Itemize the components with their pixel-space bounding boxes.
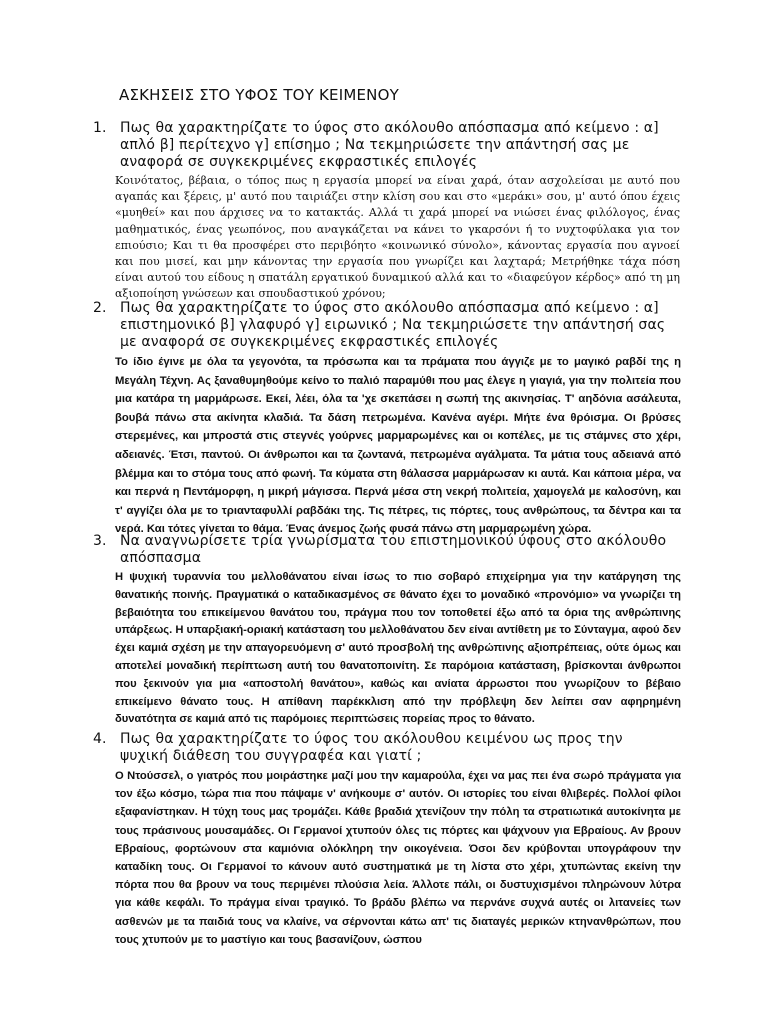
exercise-question-text: Πως θα χαρακτηρίζατε το ύφος του ακόλουθου κειμένου ως προς την ψυχική διάθεση του συγγραφέα και γιατί ; bbox=[120, 731, 623, 764]
exercise-2 bbox=[93, 300, 681, 539]
exercise-number: 4. bbox=[93, 731, 107, 747]
exercise-4 bbox=[93, 731, 681, 949]
exercise-3 bbox=[93, 533, 681, 729]
exercise-passage: Κοινότατος, βέβαια, ο τόπος πως η εργασία μπορεί να είναι χαρά, όταν ασχολείσαι με αυτό που αγαπάς και ξέρεις, μ' αυτό που ταιριάζει στην κλίση σου και στο «μεράκι» σου, μ' αυτό όπου έχεις «μυηθεί» και που άρχισες να το κατακτάς. Αλλά τι χαρά μπορεί να νιώσει ένας φιλόλογος, ένας μαθηματικός, ένας γεωπόνος, που αναγκάζεται να κάνει το γκαρσόνι ή το νυχτοφύλακα για τον επιούσιο; Και τι θα προσφέρει στο περιβόητο «κοινωνικό σύνολο», κάνοντας εργασία που αγνοεί και που μισεί, και μην κάνοντας την εργασία που γνωρίζει και λαχταρά; Μετρήθηκε τάχα πόση είναι αυτού του είδους η σπατάλη εργατικού δυναμικού αλλά και το «διαφεύγον κέρδος» από τη μη αξιοποίηση γνώσεων και σπουδαστικού χρόνου; bbox=[115, 174, 680, 301]
exercise-number: 3. bbox=[93, 533, 107, 549]
document-title: ΑΣΚΗΣΕΙΣ ΣΤΟ ΥΦΟΣ ΤΟΥ ΚΕΙΜΕΝΟΥ bbox=[119, 86, 399, 104]
exercise-question bbox=[93, 120, 673, 171]
exercise-1 bbox=[93, 120, 680, 303]
exercise-question-text: Πως θα χαρακτηρίζατε το ύφος στο ακόλουθο απόσπασμα από κείμενο : α] απλό β] περίτεχνο γ] επίσημο ; Να τεκμηριώσετε την απάντησή σας με αναφορά σε συγκεκριμένες εκφραστικές επιλογές bbox=[120, 120, 659, 170]
exercise-question-text: Πως θα χαρακτηρίζατε το ύφος στο ακόλουθο απόσπασμα από κείμενο : α] επιστημονικό β] γλαφυρό γ] ειρωνικό ; Να τεκμηριώσετε την απάντησή σας με αναφορά σε συγκεκριμένες εκφραστικές επιλογές bbox=[120, 300, 666, 350]
exercise-passage: Η ψυχική τυραννία του μελλοθάνατου είναι ίσως το πιο σοβαρό επιχείρημα για την κατάργηση της θανατικής ποινής. Πραγματικά ο καταδικασμένος σε θάνατο έχει το μοναδικό «προνόμιο» να γνωρίζει τη βεβαιότητα του επικείμενου θανάτου του, πράγμα που τον τοποθετεί έξω από τα όρια της ανθρώπινης υπάρξεως. Η υπαρξιακή-οριακή κατάσταση του μελλοθάνατου δεν είναι αντίθετη με το Σύνταγμα, αφού δεν έχει καμιά σχέση με την απαγορευόμενη σ' αυτό προσβολή της ανθρώπινης αξιοπρέπειας, ούτε όμως και αποτελεί μοναδική περίπτωση αυτή του θανατοποινίτη. Σε παρόμοια κατάσταση, βρίσκονται άνθρωποι που ξεκινούν για μια «αποστολή θανάτου», καθώς και ανίατα άρρωστοι που γνωρίζουν το βέβαιο επικείμενο θάνατο τους. Η απίθανη παρέκκλιση από την πρόβλεψη δεν λείπει σαν αφηρημένη δυνατότητα σε καμιά από τις παρόμοιες περιπτώσεις πορείας προς το θάνατο. bbox=[115, 571, 681, 726]
exercise-question bbox=[93, 731, 673, 765]
exercise-passage: Το ίδιο έγινε με όλα τα γεγονότα, τα πρόσωπα και τα πράματα που άγγιζε με το μαγικό ραβδί της η Μεγάλη Τέχνη. Ας ξαναθυμηθούμε κείνο το παλιό παραμύθι που μας έλεγε η γιαγιά, για την πολιτεία που μια κατάρα τη μαρμάρωσε. Εκεί, λέει, όλα τα 'χε σκεπάσει η σωπή της ακινησίας. Τ' αηδόνια ασάλευτα, βουβά πάνω στα ακίνητα κλαδιά. Τα δάση πετρωμένα. Κανένα αγέρι. Μήτε ένα θρόισμα. Οι βρύσες στερεμένες, και μπροστά στις στεγνές γούρνες μαρμαρωμένες και οι κοπέλες, με τις στάμνες στο χέρι, αδειανές. Έτσι, παντού. Οι άνθρωποι και τα ζωντανά, πετρωμένα αγάλματα. Τα μάτια τους αδειανά από βλέμμα και το στόμα τους από φωνή. Τα κύματα στη θάλασσα μαρμάρωσαν κι αυτά. Και κάποια μέρα, να και περνά η Πεντάμορφη, η μικρή μάγισσα. Περνά μέσα στη νεκρή πολιτεία, χαμογελά με καλοσύνη, και τ' αγγίζει όλα με το τριανταφυλλί ραβδάκι της. Τις πέτρες, τις πόρτες, τους ανθρώπους, τα δέντρα και τα νερά. Και τότες γίνεται το θάμα. Ένας άνεμος ζωής φυσά πάνω στη μαρμαρωμένη χώρα. bbox=[115, 356, 681, 536]
exercise-question bbox=[93, 300, 673, 351]
exercise-question bbox=[93, 533, 673, 567]
exercise-number: 2. bbox=[93, 300, 107, 316]
exercise-question-text: Να αναγνωρίσετε τρία γνωρίσματα του επιστημονικού ύφους στο ακόλουθο απόσπασμα bbox=[120, 533, 667, 566]
exercise-passage: Ο Ντούσσελ, ο γιατρός που μοιράστηκε μαζί μου την καμαρούλα, έχει να μας πει ένα σωρό πράγματα για τον έξω κόσμο, τώρα πια που πάψαμε ν' ανήκουμε σ' αυτόν. Οι ιστορίες του είναι θλιβερές. Πολλοί φίλοι εξαφανίστηκαν. Η τύχη τους μας τρομάζει. Κάθε βραδιά χτενίζουν την πόλη τα στρατιωτικά αυτοκίνητα με τους πράσινους μουσαμάδες. Οι Γερμανοί χτυπούν όλες τις πόρτες και ψάχνουν για Εβραίους. Αν βρουν Εβραίους, φορτώνουν στα καμιόνια ολόκληρη την οικογένεια. Όσοι δεν κρύβονται υπογράφουν την καταδίκη τους. Οι Γερμανοί το κάνουν αυτό συστηματικά με τη λίστα στο χέρι, χτυπώντας εκείνη την πόρτα που θα βρουν να τους περιμένει πλούσια λεία. Άλλοτε πάλι, οι δυστυχισμένοι πληρώνουν λύτρα για κάθε κεφάλι. Το πράγμα είναι τραγικό. Το βράδυ βλέπω να περνάνε συχνά αυτές οι λιτανείες των ασθενών με τα παιδιά τους να κλαίνε, να σέρνονται κάτω απ' τις διαταγές μερικών κτηνανθρώπων, που τους χτυπούν με το μαστίγιο και τους βασανίζουν, ώσπου bbox=[115, 770, 681, 946]
exercise-number: 1. bbox=[93, 120, 107, 136]
